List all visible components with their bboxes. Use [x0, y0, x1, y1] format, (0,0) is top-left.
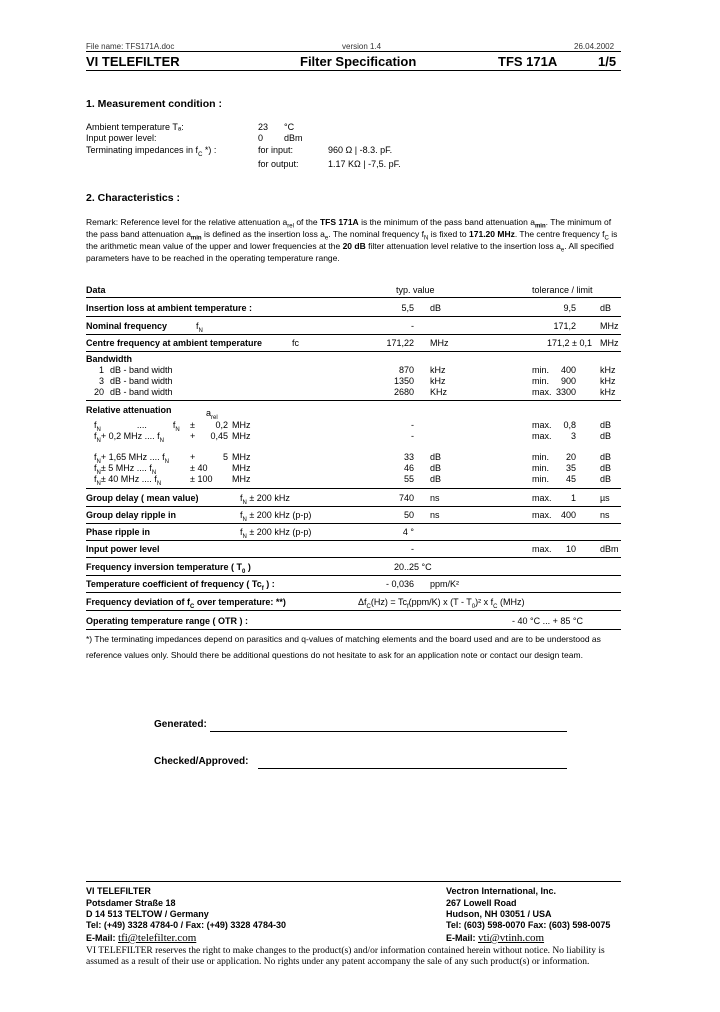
ambient-temp-unit: °C: [284, 122, 295, 132]
gd-ripple-unit: ns: [430, 510, 440, 520]
gd-ripple-condition: $f_N \pm 200$ kHz (p-p): [240, 510, 312, 523]
rel-att-limit-unit: dB: [600, 452, 612, 462]
row-rule: [86, 523, 621, 524]
rel-att-limit-value: 0,8: [563, 420, 576, 430]
footer-left-email-link[interactable]: tfi@telefilter.com: [118, 932, 197, 944]
bandwidth-limit-value: 400: [560, 365, 576, 375]
footnote-line-2: reference values only. Should there be additional questions do not hesitate to ask for an application note or contact our design team.: [86, 650, 583, 660]
rel-att-limit-type: min.: [532, 452, 550, 462]
rel-att-limit-value: 45: [565, 474, 576, 484]
rel-att-offset: 5: [222, 452, 228, 462]
group-delay-limit: max.: [532, 493, 552, 503]
freq-inversion-label: Frequency inversion temperature ( $T_0$ ): [86, 562, 251, 575]
phase-ripple-label: Phase ripple in: [86, 527, 151, 537]
row-rule: [86, 629, 621, 630]
footer-right-email-row: E-Mail: vti@vtinh.com: [446, 932, 545, 944]
row-rule: [86, 506, 621, 507]
insertion-loss-unit: dB: [430, 303, 442, 313]
rel-att-condition: $f_N$ .... $f_N$: [94, 420, 180, 433]
bandwidth-db-level: 20: [93, 387, 104, 397]
insertion-loss-typ: 5,5: [401, 303, 414, 313]
page-number: 1/5: [598, 54, 617, 69]
centre-freq-symbol: fc: [292, 338, 300, 348]
rel-att-sign: +: [190, 452, 196, 462]
footer-right-street: 267 Lowell Road: [446, 898, 517, 908]
bandwidth-limit-unit: kHz: [600, 387, 616, 397]
nominal-freq-tol-unit: MHz: [600, 321, 619, 331]
rel-att-sign: ± 100: [190, 474, 213, 484]
bandwidth-label: dB - band width: [110, 376, 173, 386]
rel-att-freq-unit: MHz: [232, 420, 251, 430]
rel-att-typ: 33: [403, 452, 414, 462]
footer-left-city: D 14 513 TELTOW / Germany: [86, 909, 209, 919]
input-power-level-value: 10: [565, 544, 576, 554]
rel-att-limit-value: 3: [570, 431, 576, 441]
bandwidth-typ: 1350: [393, 376, 414, 386]
rel-att-offset: 0,45: [210, 431, 228, 441]
group-delay-typ: 740: [398, 493, 414, 503]
generated-signature-line[interactable]: [210, 731, 567, 732]
part-number: TFS 171A: [498, 54, 558, 69]
row-rule: [86, 592, 621, 593]
input-term-label: for input:: [258, 145, 294, 155]
bandwidth-limit-type: max.: [532, 387, 552, 397]
row-rule: [86, 610, 621, 611]
centre-freq-unit: MHz: [430, 338, 449, 348]
rel-att-typ: 55: [403, 474, 414, 484]
remark-line-1: Remark: Reference level for the relative attenuation $a_{rel}$ of the TFS 171A is the minimum of the pass band attenuation $a_{min}$. The minimum of: [86, 217, 612, 230]
phase-ripple-condition: $f_N \pm 200$ kHz (p-p): [240, 527, 312, 540]
row-rule: [86, 316, 621, 317]
output-term-value: 1.17 KΩ | -7,5. pF.: [328, 159, 401, 169]
row-rule: [86, 488, 621, 489]
rel-att-limit-type: max.: [532, 431, 552, 441]
rel-att-limit-unit: dB: [600, 420, 612, 430]
section-1-title: 1. Measurement condition :: [86, 98, 222, 110]
row-rule: [86, 557, 621, 558]
rel-att-unit: dB: [430, 474, 442, 484]
header-rule-top: [86, 51, 621, 52]
rel-att-unit: dB: [430, 452, 442, 462]
row-rule: [86, 351, 621, 352]
group-delay-unit: ns: [430, 493, 440, 503]
input-power-unit: dBm: [284, 133, 303, 143]
rel-att-typ: 46: [403, 463, 414, 473]
ambient-temp-label: Ambient temperature Tₐ:: [86, 122, 184, 132]
footer-left-phone: Tel: (+49) 3328 4784-0 / Fax: (+49) 3328 4784-30: [86, 920, 286, 930]
otr-value: - 40 °C ... + 85 °C: [512, 616, 583, 626]
row-rule: [86, 400, 621, 401]
group-delay-value: 1: [570, 493, 576, 503]
freq-deviation-label: Frequency deviation of $f_C$ over temperature: **): [86, 597, 286, 610]
rel-att-condition: $f_N\pm 5$ MHz .... $f_N$: [94, 463, 157, 476]
nominal-freq-typ: -: [411, 321, 414, 331]
bandwidth-limit-unit: kHz: [600, 376, 616, 386]
rel-att-offset: 0,2: [215, 420, 228, 430]
insertion-loss-tol-unit: dB: [600, 303, 612, 313]
col-data-heading: Data: [86, 285, 106, 295]
freq-deviation-formula: $\Delta f_C(Hz) = Tc_f(ppm/K)$ x $(T - T_0)^2$ x $f_C$ (MHz): [358, 597, 525, 610]
footnote-line-1: *) The terminating impedances depend on parasitics and q-values of matching elements and the board used and are to be understood as: [86, 634, 601, 644]
row-rule: [86, 334, 621, 335]
term-impedance-label: Terminating impedances in $f_C$ *) :: [86, 145, 217, 158]
rel-att-sign: ± 40: [190, 463, 208, 473]
bandwidth-db-level: 1: [98, 365, 104, 375]
version: version 1.4: [342, 42, 382, 51]
temp-coeff-value: - 0,036: [385, 579, 414, 589]
rel-att-condition: $f_N+ 0,2$ MHz .... $f_N$: [94, 431, 164, 444]
temp-coeff-label: Temperature coefficient of frequency ( $Tc_f$ ) :: [86, 579, 275, 592]
company-name: VI TELEFILTER: [86, 54, 180, 69]
rel-att-typ: -: [411, 420, 414, 430]
footer-left-street: Potsdamer Straße 18: [86, 898, 176, 908]
insertion-loss-label: Insertion loss at ambient temperature :: [86, 303, 253, 313]
group-delay-lunit: µs: [600, 493, 610, 503]
bandwidth-limit-type: min.: [532, 376, 550, 386]
relative-attenuation-symbol: $a_{rel}$: [206, 408, 218, 421]
bandwidth-db-level: 3: [98, 376, 104, 386]
footer-right-email-link[interactable]: vti@vtinh.com: [478, 932, 545, 944]
rel-att-freq-unit: MHz: [232, 463, 251, 473]
gd-ripple-limit: max.: [532, 510, 552, 520]
rel-att-sign: ±: [190, 420, 195, 430]
rel-att-freq-unit: MHz: [232, 452, 251, 462]
relative-attenuation-title: Relative attenuation: [86, 405, 172, 415]
row-rule: [86, 575, 621, 576]
section-2-title: 2. Characteristics :: [86, 192, 180, 204]
bandwidth-label: dB - band width: [110, 365, 173, 375]
bandwidth-limit-value: 3300: [555, 387, 576, 397]
document-title: Filter Specification: [300, 54, 417, 69]
rel-att-limit-value: 20: [565, 452, 576, 462]
bandwidth-label: dB - band width: [110, 387, 173, 397]
input-power-level-typ: -: [411, 544, 414, 554]
approved-signature-line[interactable]: [258, 768, 567, 769]
gd-ripple-label: Group delay ripple in: [86, 510, 177, 520]
bandwidth-unit: kHz: [430, 376, 446, 386]
rel-att-limit-type: max.: [532, 420, 552, 430]
bandwidth-unit: kHz: [430, 365, 446, 375]
centre-freq-label: Centre frequency at ambient temperature: [86, 338, 263, 348]
rel-att-limit-type: min.: [532, 474, 550, 484]
gd-ripple-typ: 50: [403, 510, 414, 520]
rel-att-limit-type: min.: [532, 463, 550, 473]
bandwidth-typ: 2680: [393, 387, 414, 397]
rel-att-limit-unit: dB: [600, 463, 612, 473]
checked-approved-label: Checked/Approved:: [154, 756, 249, 767]
input-power-level-limit: max.: [532, 544, 552, 554]
gd-ripple-value: 400: [560, 510, 576, 520]
row-rule: [86, 540, 621, 541]
footer-right-name: Vectron International, Inc.: [446, 886, 557, 896]
disclaimer-line-1: VI TELEFILTER reserves the right to make changes to the product(s) and/or information contained herein without notice. No liability is: [86, 946, 605, 956]
output-term-label: for output:: [258, 159, 299, 169]
rel-att-unit: dB: [430, 463, 442, 473]
group-delay-label: Group delay ( mean value): [86, 493, 199, 503]
rel-att-typ: -: [411, 431, 414, 441]
bandwidth-unit: KHz: [430, 387, 448, 397]
phase-ripple-typ: 4 °: [402, 527, 414, 537]
footer-rule: [86, 881, 621, 882]
remark-line-3: the arithmetic mean value of the upper and lower frequencies at the 20 dB filter attenuation level relative to the insertion loss $a_e$. All specified: [86, 241, 614, 254]
bandwidth-title: Bandwidth: [86, 354, 132, 364]
generated-label: Generated:: [154, 719, 207, 730]
freq-inversion-value: 20..25 °C: [394, 562, 432, 572]
nominal-freq-tol: 171,2: [553, 321, 576, 331]
input-power-level-lunit: dBm: [600, 544, 619, 554]
bandwidth-limit-unit: kHz: [600, 365, 616, 375]
rel-att-limit-unit: dB: [600, 431, 612, 441]
footer-right-city: Hudson, NH 03051 / USA: [446, 909, 552, 919]
nominal-freq-symbol: $f_N$: [196, 321, 203, 334]
rel-att-limit-unit: dB: [600, 474, 612, 484]
ambient-temp-value: 23: [258, 122, 269, 132]
remark-line-2: the pass band attenuation $a_{min}$ is defined as the insertion loss $a_e$. The nominal frequency $f_N$ is fixed to 171.20 MHz. The centre frequency $f_C$ is: [86, 229, 618, 242]
bandwidth-limit-value: 900: [560, 376, 576, 386]
input-power-value: 0: [258, 133, 264, 143]
header-rule-bottom: [86, 70, 621, 71]
input-power-level-label: Input power level: [86, 544, 160, 554]
temp-coeff-unit: ppm/K²: [430, 579, 460, 589]
group-delay-condition: $f_N \pm 200$ kHz: [240, 493, 290, 506]
centre-freq-typ: 171,22: [386, 338, 414, 348]
rel-att-freq-unit: MHz: [232, 474, 251, 484]
footer-right-phone: Tel: (603) 598-0070 Fax: (603) 598-0075: [446, 920, 611, 930]
rel-att-condition: $f_N+ 1,65$ MHz .... $f_N$: [94, 452, 169, 465]
col-tolerance-heading: tolerance / limit: [532, 285, 593, 295]
table-rule: [86, 297, 621, 298]
rel-att-sign: +: [190, 431, 196, 441]
centre-freq-tol: 171,2 ± 0,1: [547, 338, 592, 348]
nominal-freq-label: Nominal frequency: [86, 321, 168, 331]
insertion-loss-tol: 9,5: [563, 303, 576, 313]
gd-ripple-lunit: ns: [600, 510, 610, 520]
file-name: File name: TFS171A.doc: [86, 42, 175, 51]
footer-left-email-row: E-Mail: tfi@telefilter.com: [86, 932, 197, 944]
date: 26.04.2002: [574, 42, 615, 51]
rel-att-condition: $f_N\pm 40$ MHz .... $f_N$: [94, 474, 162, 487]
centre-freq-tol-unit: MHz: [600, 338, 619, 348]
col-typ-heading: typ. value: [396, 285, 435, 295]
input-term-value: 960 Ω | -8.3. pF.: [328, 145, 393, 155]
bandwidth-limit-type: min.: [532, 365, 550, 375]
disclaimer-line-2: assumed as a result of their use or application. No rights under any patent accompany the sale of any such product(s) or information.: [86, 957, 590, 967]
otr-label: Operating temperature range ( OTR ) :: [86, 616, 249, 626]
rel-att-freq-unit: MHz: [232, 431, 251, 441]
footer-left-name: VI TELEFILTER: [86, 886, 151, 896]
remark-line-4: parameters have to be reached in the operating temperature range.: [86, 253, 340, 263]
rel-att-limit-value: 35: [565, 463, 576, 473]
input-power-label: Input power level:: [86, 133, 157, 143]
bandwidth-typ: 870: [398, 365, 414, 375]
